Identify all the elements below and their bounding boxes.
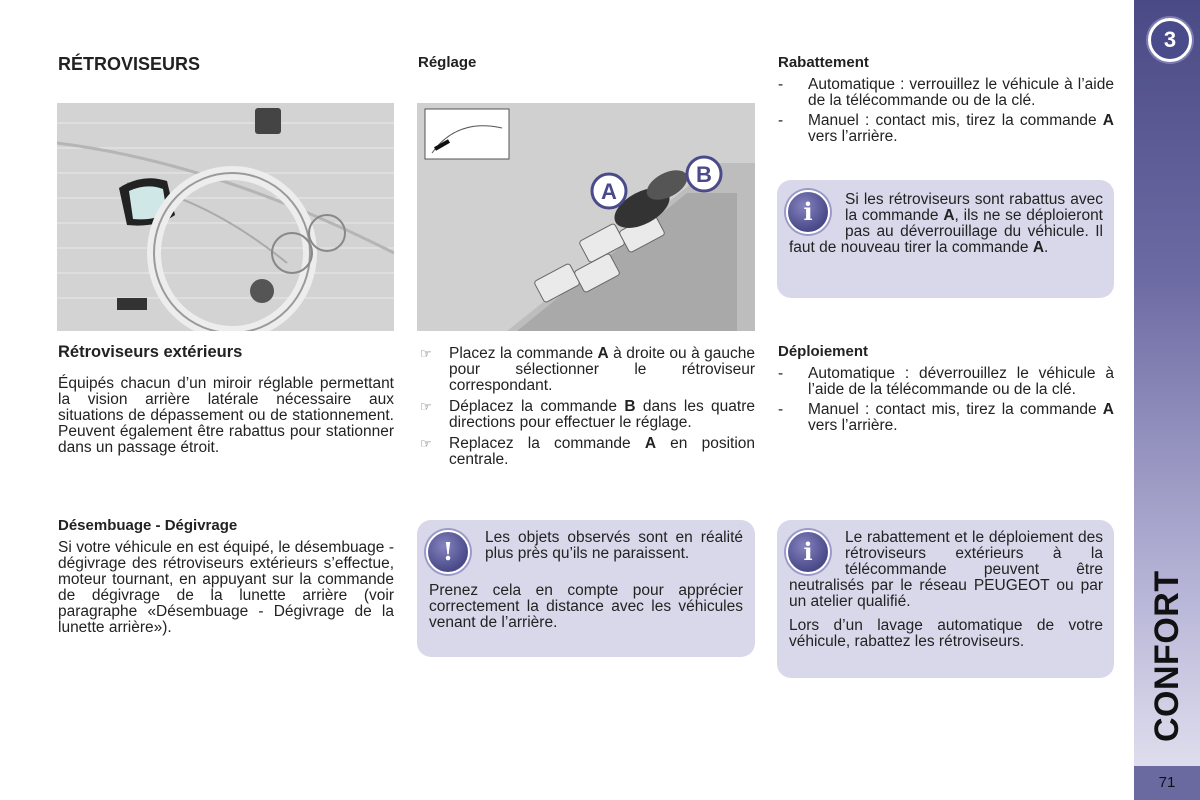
step-item: ☞ Replacez la commande A en position centrale. (420, 435, 756, 468)
folding-heading: Rabattement (778, 54, 869, 71)
deploy-heading: Déploiement (778, 343, 869, 360)
list-item: - Manuel : contact mis, tirez la commande A vers l’arrière. (778, 112, 1114, 145)
list-item: - Automatique : verrouillez le véhicule à l’aide de la télécommande ou de la clé. (778, 76, 1114, 109)
label-b: B (696, 162, 712, 187)
info-box-neutralize (777, 520, 1114, 678)
warning-text-1: Les objets observés sont en réalité plus près qu’ils ne paraissent. (485, 529, 743, 562)
warning-icon: ! (426, 530, 470, 574)
info-neutralize-text-2: Lors d’un lavage automatique de votre véhicule, rabattez les rétroviseurs. (789, 617, 1103, 650)
warning-text-2: Prenez cela en compte pour apprécier correctement la distance avec les véhicules venant de l’arrière. (429, 582, 743, 631)
pointing-hand-icon: ☞ (420, 399, 432, 414)
pointing-hand-icon: ☞ (420, 346, 432, 361)
adjustment-steps (418, 346, 755, 473)
control-illustration (417, 103, 755, 331)
info-icon: i (786, 190, 830, 234)
info-box-folding (777, 180, 1114, 298)
pointing-hand-icon: ☞ (420, 436, 432, 451)
intro-paragraph: Équipés chacun d’un miroir réglable permettant la vision arrière latérale nécessaire aux situations de dépassement ou de stationnement. Peuvent également être rabattus pour stationner dans un passage étroit. (58, 375, 394, 456)
info-neutralize-text-1: Le rabattement et le déploiement des rétroviseurs extérieurs à la télécommande peuvent être neutralisés par le réseau PEUGEOT ou par un atelier qualifié. (789, 529, 1103, 610)
info-folding-text: Si les rétroviseurs sont rabattus avec la commande A, ils ne se déploieront pas au déverrouillage du véhicule. Il faut de nouveau tirer la commande A. (789, 191, 1103, 256)
label-a: A (601, 179, 617, 204)
mirror-control-diagram (417, 103, 755, 331)
warning-box (417, 520, 755, 657)
info-icon: i (786, 530, 830, 574)
defrost-paragraph: Si votre véhicule en est équipé, le désembuage - dégivrage des rétroviseurs extérieurs s’effectue, moteur tournant, en appuyant sur la commande de dégivrage de la lunette arrière (voir paragraphe «Désembuage - Dégivrage de la lunette arrière»). (58, 539, 394, 636)
dashboard-photo (57, 103, 394, 331)
chapter-title: CONFORT (1148, 570, 1186, 742)
deploy-list (778, 366, 1114, 438)
defrost-heading: Désembuage - Dégivrage (58, 517, 238, 534)
exterior-mirrors-heading: Rétroviseurs extérieurs (58, 343, 243, 361)
chapter-number-badge: 3 (1148, 18, 1192, 62)
list-item: - Manuel : contact mis, tirez la commande A vers l’arrière. (778, 401, 1114, 434)
adjustment-heading: Réglage (418, 54, 477, 71)
list-item: - Automatique : déverrouillez le véhicule à l’aide de la télécommande ou de la clé. (778, 365, 1114, 398)
page-number: 71 (1134, 766, 1200, 800)
step-item: ☞ Placez la commande A à droite ou à gauche pour sélectionner le rétroviseur correspondant. (420, 345, 755, 394)
dashboard-illustration (57, 103, 394, 331)
step-item: ☞ Déplacez la commande B dans les quatre directions pour effectuer le réglage. (420, 398, 755, 431)
page-title: RÉTROVISEURS (58, 54, 201, 74)
folding-list (778, 77, 1114, 149)
